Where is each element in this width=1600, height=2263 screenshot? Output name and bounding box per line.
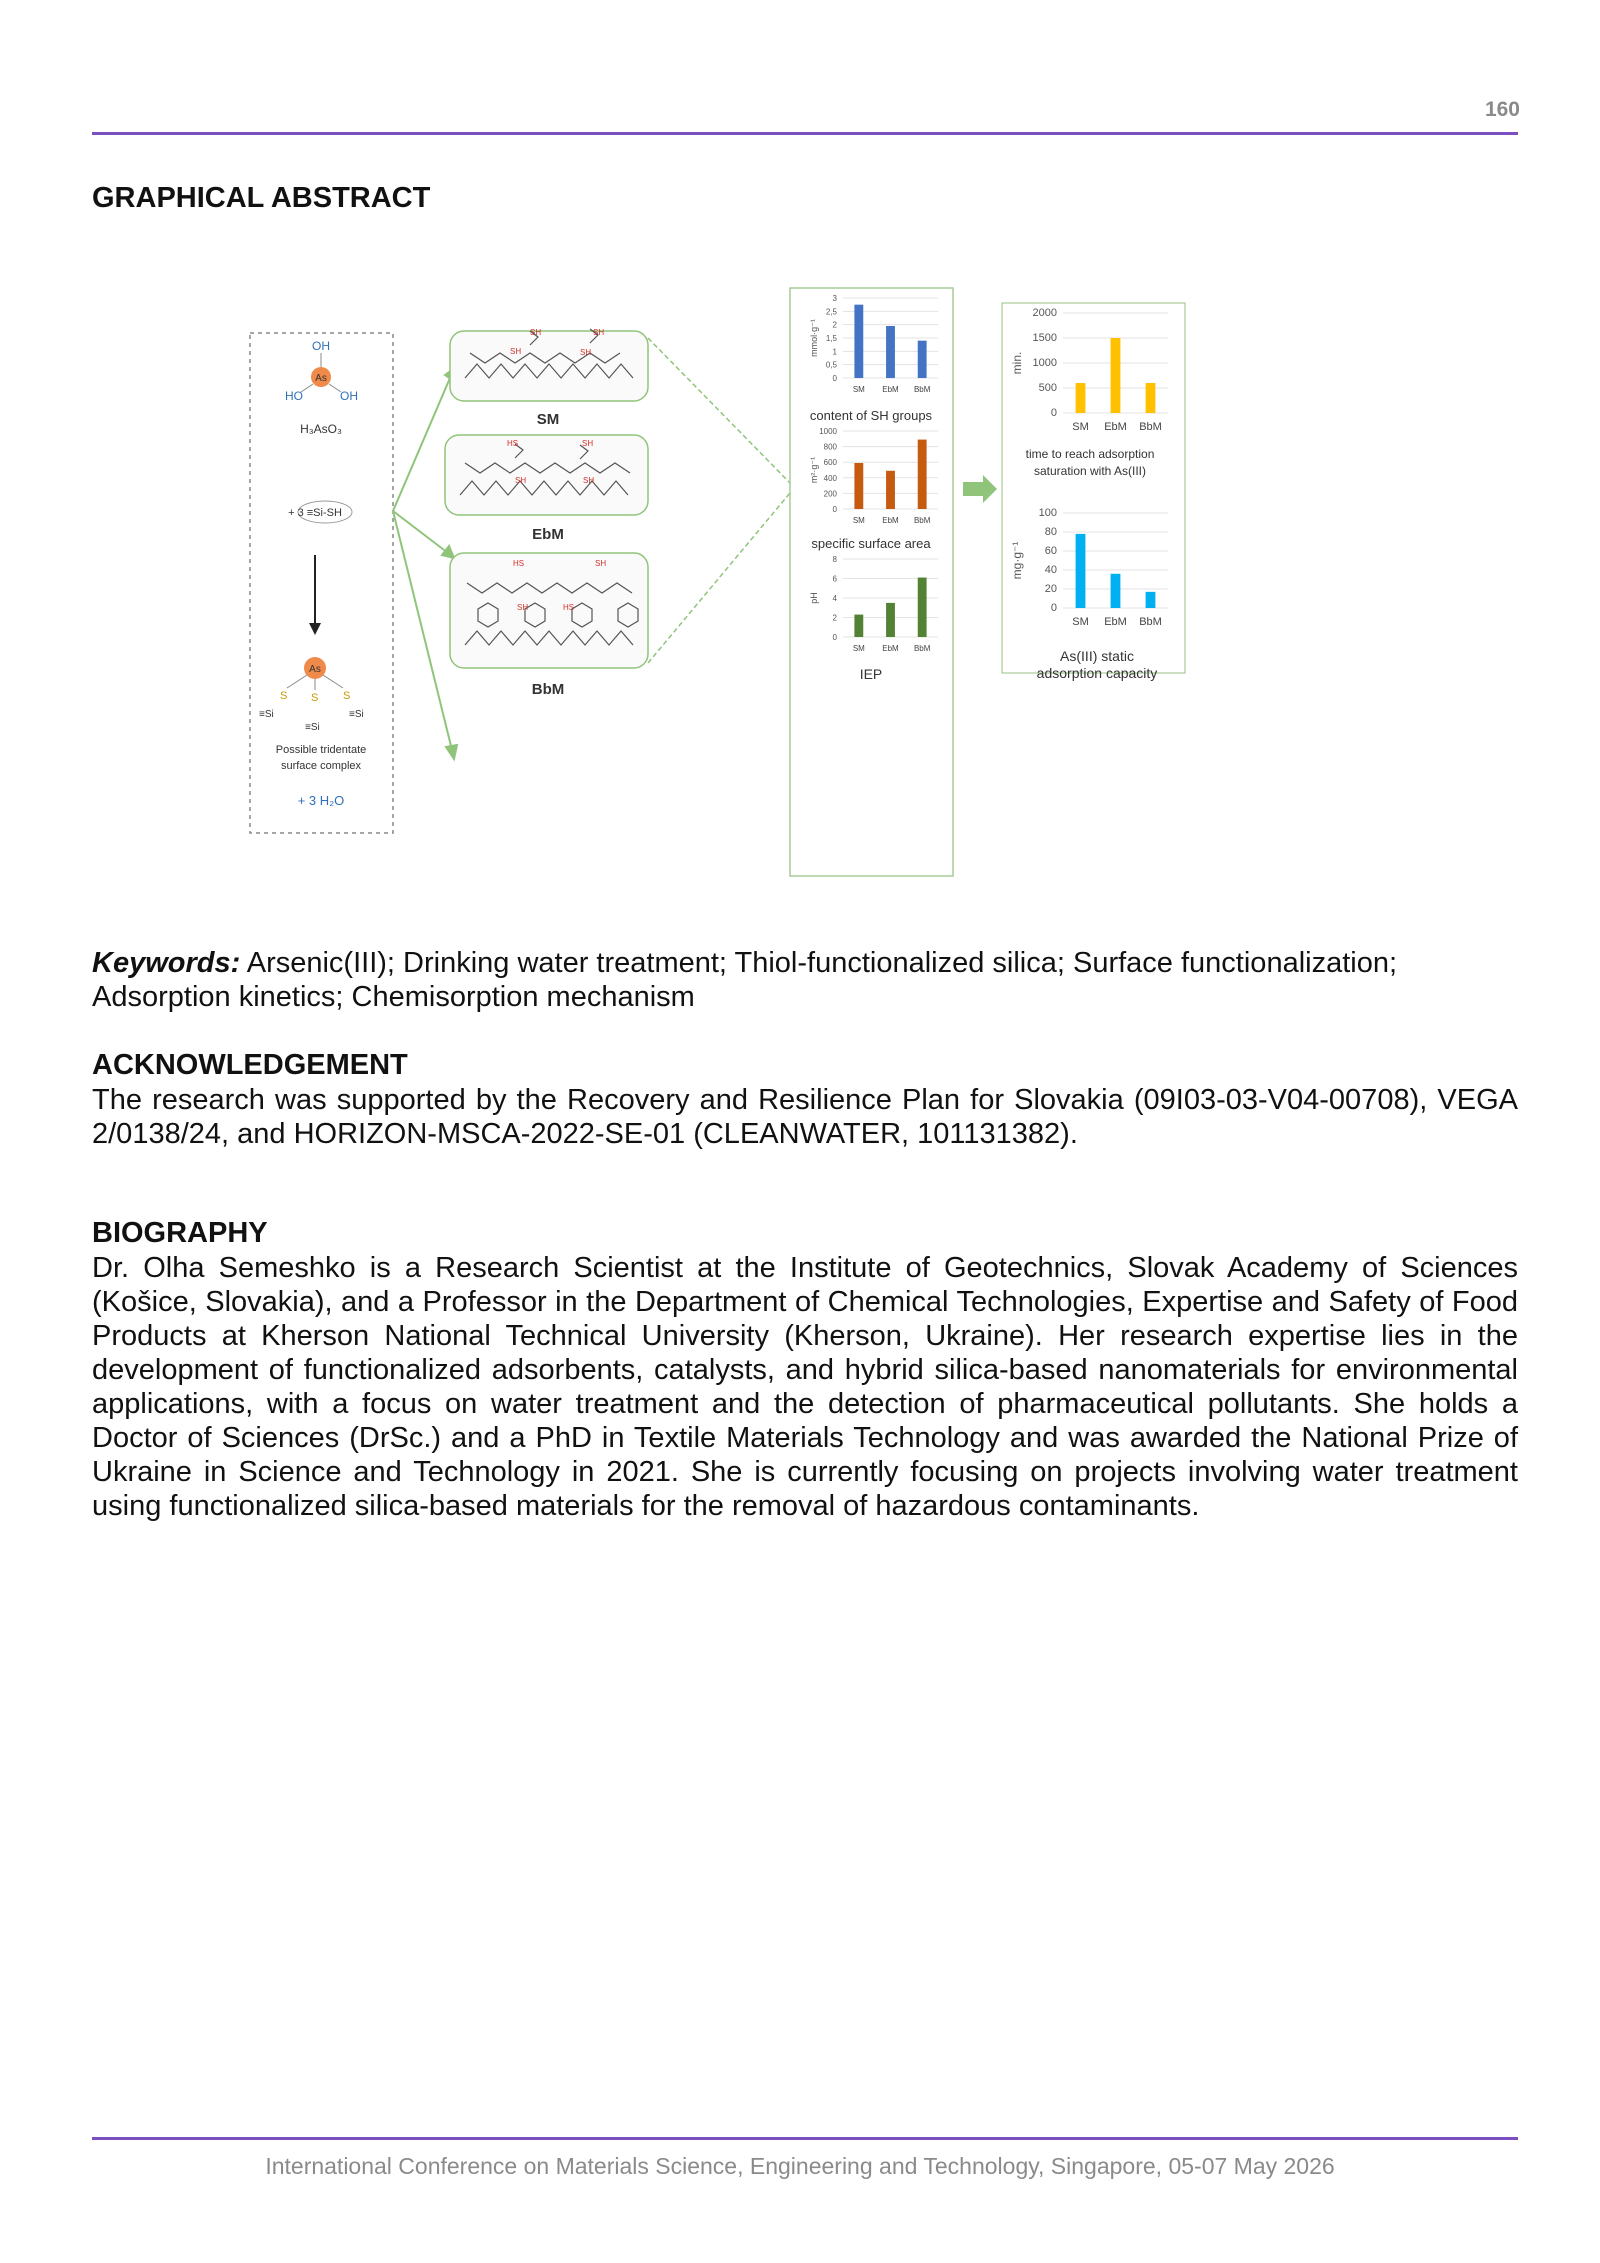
graphical-abstract-figure	[245, 283, 1375, 883]
chart-saturation-time	[1010, 307, 1168, 433]
sh-label-sm-4: SH	[580, 348, 592, 357]
y-axis-label: min.	[1010, 351, 1024, 375]
y-tick-label: 2,5	[825, 307, 837, 317]
category-label: EbM	[882, 385, 899, 394]
category-label: EbM	[1104, 616, 1127, 628]
sh-label-ebm-3: SH	[583, 476, 595, 485]
bar-ebm	[1111, 338, 1121, 413]
label-bbm: BbM	[531, 681, 565, 698]
result-arrow	[963, 475, 997, 503]
s-label-right: S	[343, 690, 351, 702]
bar-ebm	[1111, 574, 1121, 608]
sh-label-bbm-2: SH	[517, 603, 529, 612]
s-label-mid: S	[311, 692, 319, 704]
conference-footer: International Conference on Materials Science, Engineering and Technology, Singapore, 05-07 May 2026	[265, 2153, 1335, 2179]
as-label-top: As	[315, 373, 327, 384]
bar-bbm	[1146, 383, 1156, 413]
sh-label-ebm-2: SH	[515, 476, 527, 485]
y-axis-label: pH	[809, 592, 819, 604]
y-tick-label: 2	[832, 613, 837, 623]
structure-bbm	[450, 553, 648, 698]
y-tick-label: 100	[1038, 507, 1057, 519]
y-tick-label: 1,5	[825, 334, 837, 343]
thiol-reagent-label: + 3 ≡Si-SH	[288, 507, 342, 519]
footer-rule	[92, 2137, 1518, 2140]
si-label-mid: ≡Si	[305, 722, 320, 733]
y-tick-label: 3	[832, 294, 837, 303]
keywords-paragraph	[92, 946, 1518, 1014]
y-tick-label: 4	[832, 594, 837, 603]
caption-surface-area: specific surface area	[811, 536, 931, 551]
category-label: BbM	[913, 644, 931, 653]
y-tick-label: 20	[1044, 583, 1057, 595]
category-label: SM	[1072, 616, 1089, 628]
silica-structures	[445, 328, 648, 698]
label-ebm: EbM	[532, 526, 564, 543]
y-tick-label: 60	[1044, 545, 1057, 557]
header-rule	[92, 132, 1518, 135]
category-label: SM	[1072, 421, 1089, 433]
category-label: EbM	[882, 644, 899, 653]
complex-label-line1: Possible tridentate	[275, 744, 367, 756]
y-axis-label: mg·g⁻¹	[1010, 541, 1024, 580]
si-label-left: ≡Si	[259, 709, 274, 720]
keywords-text: Arsenic(III); Drinking water treatment; Thiol-functionalized silica; Surface functionalization; Adsorption kinetics; Chemisorption mechanism	[92, 947, 1398, 1013]
bar-ebm	[886, 326, 895, 378]
caption-iep: IEP	[859, 666, 883, 682]
y-tick-label: 0	[832, 374, 837, 383]
caption-capacity-line1: As(III) static	[1060, 648, 1134, 664]
biography-heading: BIOGRAPHY	[92, 1217, 268, 1249]
y-tick-label: 0	[832, 505, 837, 514]
y-tick-label: 40	[1044, 564, 1057, 576]
y-tick-label: 1500	[1032, 332, 1057, 344]
y-tick-label: 0	[1050, 407, 1057, 419]
bar-ebm	[886, 471, 895, 509]
hs-label-ebm: HS	[507, 439, 519, 448]
y-tick-label: 1000	[819, 427, 837, 436]
as-label-bottom: As	[309, 664, 321, 675]
bar-sm	[1076, 534, 1086, 608]
y-tick-label: 200	[823, 489, 837, 499]
property-charts-frame	[790, 288, 953, 876]
category-label: BbM	[913, 385, 931, 394]
y-tick-label: 80	[1044, 526, 1057, 538]
y-tick-label: 600	[823, 458, 837, 468]
y-tick-label: 2000	[1032, 307, 1057, 319]
category-label: BbM	[913, 516, 931, 525]
complex-label-line2: surface complex	[280, 760, 362, 772]
page-number: 160	[1484, 98, 1520, 121]
y-tick-label: 0	[832, 633, 837, 642]
y-tick-label: 1	[832, 347, 837, 357]
y-tick-label: 800	[823, 442, 837, 452]
si-label-right: ≡Si	[349, 709, 364, 720]
category-label: EbM	[882, 516, 899, 525]
y-tick-label: 500	[1038, 382, 1057, 394]
acknowledgement-text: The research was supported by the Recovery and Resilience Plan for Slovakia (09I03-03-V04-00708), VEGA 2/0138/24, and HORIZON-MSCA-2022-SE-01 (CLEANWATER, 101131382).	[92, 1084, 1518, 1150]
y-tick-label: 6	[832, 574, 837, 584]
y-tick-label: 1000	[1032, 357, 1057, 369]
arsenous-acid-formula: H₃AsO₃	[300, 422, 342, 436]
chart-iep	[809, 555, 938, 653]
chart-surface-area	[809, 427, 938, 525]
y-tick-label: 2	[832, 320, 837, 330]
sh-label-bbm-1: SH	[595, 559, 607, 568]
y-axis-label: mmol·g⁻¹	[809, 319, 819, 357]
sh-label-ebm-1: SH	[582, 439, 594, 448]
y-tick-label: 8	[832, 555, 837, 564]
acknowledgement-heading: ACKNOWLEDGEMENT	[92, 1049, 408, 1081]
y-tick-label: 400	[823, 473, 837, 483]
bar-sm	[854, 305, 863, 378]
funnel-lines	[648, 338, 790, 663]
sh-label-sm-2: SH	[593, 328, 605, 337]
y-tick-label: 0	[1050, 602, 1057, 614]
y-axis-label: m²·g⁻¹	[809, 456, 819, 484]
hs-label-bbm-1: HS	[513, 559, 525, 568]
bar-bbm	[918, 578, 927, 637]
chart-adsorption-capacity	[1010, 507, 1168, 628]
category-label: SM	[852, 644, 865, 653]
bar-ebm	[886, 603, 895, 637]
scheme-arrows	[393, 367, 457, 759]
bar-sm	[854, 615, 863, 637]
caption-sh-content: content of SH groups	[809, 408, 933, 423]
capacity-chart-frame	[1002, 503, 1185, 875]
structure-ebm	[445, 435, 648, 543]
biography-text: Dr. Olha Semeshko is a Research Scientist at the Institute of Geotechnics, Slovak Academy of Sciences (Košice, Slovakia), and a Professor in the Department of Chemical Technologies, Expertise and Safety of Food Products at Kherson National Technical University (Kherson, Ukraine). Her research expertise lies in the development of functionalized adsorbents, catalysts, and hybrid silica-based nanomaterials for environmental applications, with a focus on water treatment and the detection of pharmaceutical pollutants. She holds a Doctor of Sciences (DrSc.) and a PhD in Textile Materials Technology and was awarded the National Prize of Ukraine in Science and Technology in 2021. She is currently focusing on projects involving water treatment using functionalized silica-based materials for the removal of hazardous contaminants.	[92, 1252, 1518, 1522]
category-label: BbM	[1139, 616, 1162, 628]
caption-time-line1: time to reach adsorption	[1025, 447, 1155, 461]
category-label: EbM	[1104, 421, 1127, 433]
chart-sh-content	[809, 294, 938, 394]
ho-label: HO	[285, 389, 303, 403]
category-label: SM	[852, 516, 865, 525]
label-sm: SM	[536, 411, 560, 428]
category-label: SM	[852, 385, 865, 394]
caption-capacity-line2: adsorption capacity	[1036, 665, 1158, 681]
bar-sm	[1076, 383, 1086, 413]
water-label: + 3 H₂O	[297, 793, 345, 808]
oh-top-label: OH	[312, 339, 330, 353]
y-tick-label: 0,5	[825, 360, 837, 370]
oh-right-label: OH	[340, 389, 358, 403]
hs-label-bbm-2: HS	[563, 603, 575, 612]
reaction-scheme	[250, 333, 393, 833]
sh-label-sm-3: SH	[510, 347, 522, 356]
category-label: BbM	[1139, 421, 1162, 433]
structure-sm	[450, 328, 648, 428]
bar-bbm	[1146, 592, 1156, 608]
s-label-left: S	[280, 690, 288, 702]
caption-time-line2: saturation with As(III)	[1033, 464, 1147, 478]
bar-bbm	[918, 440, 927, 509]
sh-label-sm-1: SH	[530, 328, 542, 337]
bar-bbm	[918, 341, 927, 378]
graphical-abstract-heading: GRAPHICAL ABSTRACT	[92, 182, 431, 214]
bar-sm	[854, 463, 863, 509]
keywords-label: Keywords:	[92, 947, 241, 979]
